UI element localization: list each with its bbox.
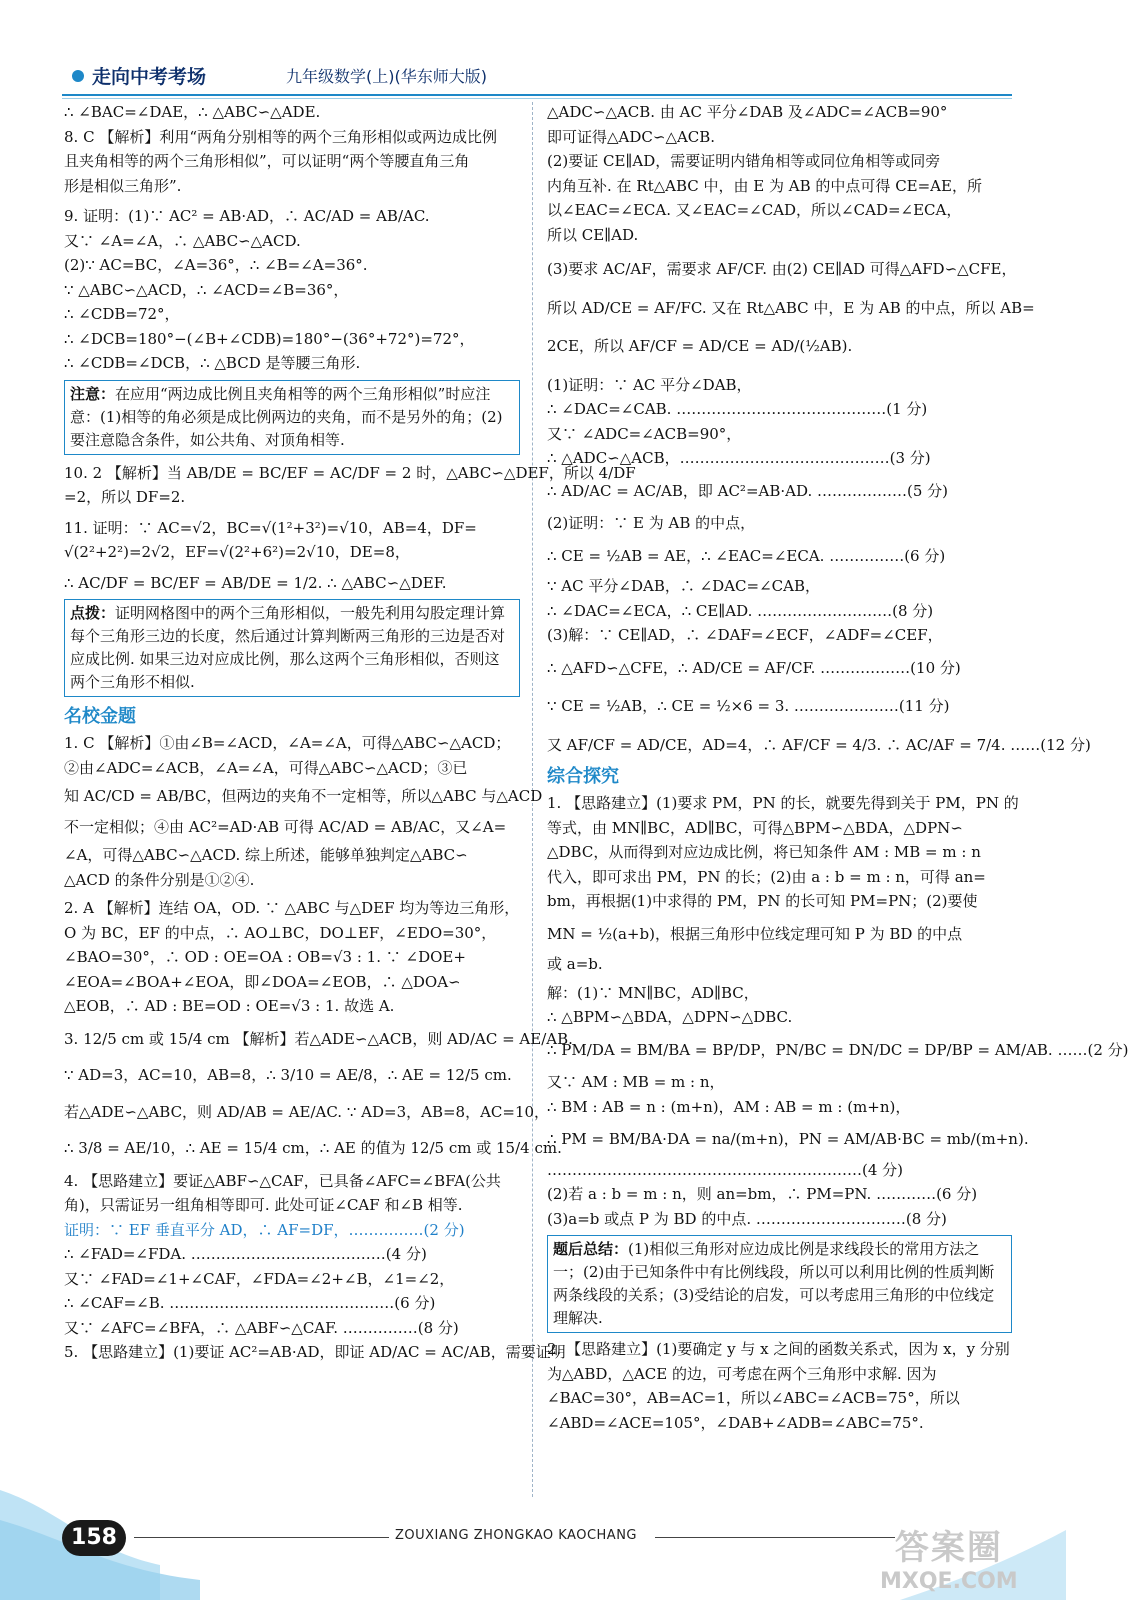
note-label: 题后总结： xyxy=(553,1240,629,1258)
text-line: ∵ CE = ½AB，∴ CE = ½×6 = 3. …………………(11 分) xyxy=(547,697,950,715)
book-title: 走向中考考场 xyxy=(92,66,207,88)
text-line: ∴ AC/DF = BC/EF = AB/DE = 1/2. ∴ △ABC∽△DEF. xyxy=(64,573,447,592)
text-line: 证明：∵ EF 垂直平分 AD，∴ AF=DF，……………(2 分) xyxy=(64,1220,465,1239)
text-line: 又∵ AM : MB = m : n， xyxy=(547,1073,725,1091)
text-line: 又∵ ∠FAD=∠1+∠CAF，∠FDA=∠2+∠B，∠1=∠2， xyxy=(64,1269,455,1288)
text-line: 9. 证明：(1)∵ AC² = AB·AD，∴ AC/AD = AB/AC. xyxy=(64,207,430,225)
text-line: 等式，由 MN∥BC，AD∥BC，可得△BPM∽△BDA，△DPN∽ xyxy=(547,818,963,837)
text-line: ∴ 3/8 = AE/10，∴ AE = 15/4 cm，∴ AE 的值为 12/5 cm 或 15/4 cm. xyxy=(64,1139,562,1157)
note-box-summary xyxy=(547,1235,1012,1333)
text-line: 1. C 【解析】①由∠B=∠ACD，∠A=∠A，可得△ABC∽△ACD； xyxy=(64,734,511,752)
section-title-zonghe: 综合探究 xyxy=(547,766,619,787)
text-line: ∴ ∠DAC=∠ECA，∴ CE∥AD. ………………………(8 分) xyxy=(547,601,934,620)
text-line: 又∵ ∠A=∠A，∴ △ABC∽△ACD. xyxy=(64,231,301,250)
text-line: (2)证明：∵ E 为 AB 的中点， xyxy=(547,514,756,532)
text-line: ∴ △BPM∽△BDA，△DPN∽△DBC. xyxy=(547,1008,793,1026)
text-line: 角)，只需证另一组角相等即可. 此处可证∠CAF 和∠B 相等. xyxy=(64,1196,463,1214)
text-line: ∴ ∠CAF=∠B. ………………………………………(6 分) xyxy=(64,1294,436,1312)
text-line: 10. 2 【解析】当 AB/DE = BC/EF = AC/DF = 2 时，△ABC∽△DEF，所以 4/DF xyxy=(64,463,636,482)
text-line: 2CE，所以 AF/CF = AD/CE = AD/(½AB). xyxy=(547,337,853,355)
right-column xyxy=(547,100,1128,1435)
text-line: √(2²+2²)=2√2，EF=√(2²+6²)=2√10，DE=8， xyxy=(64,543,410,561)
text-line: 3. 12/5 cm 或 15/4 cm 【解析】若△ADE∽△ACB，则 AD/AC = AE/AB. xyxy=(64,1029,573,1048)
text-line: △ACD 的条件分别是①②④. xyxy=(64,870,255,889)
text-line: ∠EOA=∠BOA+∠EOA，即∠DOA=∠EOB，∴ △DOA∽ xyxy=(64,972,461,991)
text-line: (3)a=b 或点 P 为 BD 的中点. …………………………(8 分) xyxy=(547,1209,947,1228)
text-line: =2，所以 DF=2. xyxy=(64,488,186,506)
text-line: (2)若 a : b = m : n，则 an=bm，∴ PM=PN. …………(6 分) xyxy=(547,1185,978,1203)
text-line: ∵ AD=3，AC=10，AB=8，∴ 3/10 = AE/8，∴ AE = 12/5 cm. xyxy=(64,1066,512,1084)
header-rule-thin xyxy=(62,98,1012,99)
note-label: 注意： xyxy=(70,384,116,403)
text-line: 不一定相似；④由 AC²=AD·AB 可得 AC/AD = AB/AC，又∠A= xyxy=(64,817,507,836)
text-line: ②由∠ADC=∠ACB，∠A=∠A，可得△ABC∽△ACD；③已 xyxy=(64,758,468,777)
text-line: 2. 【思路建立】(1)要确定 y 与 x 之间的函数关系式，因为 x，y 分别 xyxy=(547,1340,1010,1358)
text-line: ∴ AD/AC = AC/AB，即 AC²=AB·AD. ………………(5 分) xyxy=(547,481,949,500)
text-line: ∴ PM/DA = BM/BA = BP/DP，PN/BC = DN/DC = DP/BP = AM/AB. ……(2 分) xyxy=(547,1040,1128,1059)
text-line: (3)解：∵ CE∥AD，∴ ∠DAF=∠ECF，∠ADF=∠CEF， xyxy=(547,626,943,644)
page-number: 158 xyxy=(62,1520,126,1556)
text-line: ∴ PM = BM/BA·DA = na/(m+n)，PN = AM/AB·BC = mb/(m+n). xyxy=(547,1130,1029,1148)
text-line: 为△ABD，△ACE 的边，可考虑在两个三角形中求解. 因为 xyxy=(547,1364,937,1383)
text-line: 即可证得△ADC∽△ACB. xyxy=(547,127,716,146)
text-line: ∴ BM : AB = n : (m+n)，AM : AB = m : (m+n)， xyxy=(547,1097,911,1116)
text-line: 又∵ ∠AFC=∠BFA，∴ △ABF∽△CAF. ……………(8 分) xyxy=(64,1318,459,1337)
footer-rule-right xyxy=(655,1537,895,1538)
watermark-bottom: MXQE.COM xyxy=(880,1569,1018,1594)
text-line: ∴ ∠DAC=∠CAB. ……………………………………(1 分) xyxy=(547,400,928,418)
text-line: 且夹角相等的两个三角形相似”，可以证明“两个等腰直角三角 xyxy=(64,152,470,170)
text-line: ∠BAC=30°，AB=AC=1，所以∠ABC=∠ACB=75°，所以 xyxy=(547,1389,960,1407)
footer-rule-left xyxy=(134,1537,389,1538)
text-line: 又∵ ∠ADC=∠ACB=90°， xyxy=(547,424,742,443)
text-line: 代入，即可求出 PM，PN 的长；(2)由 a : b = m : n，可得 an= xyxy=(547,867,986,886)
text-line: ∴ △AFD∽△CFE，∴ AD/CE = AF/CF. ………………(10 分) xyxy=(547,658,961,677)
text-line: △ADC∽△ACB. 由 AC 平分∠DAB 及∠ADC=∠ACB=90° xyxy=(547,103,948,121)
text-line: (2)∵ AC=BC，∠A=36°，∴ ∠B=∠A=36°. xyxy=(64,256,368,274)
text-line: ∠BAO=30°，∴ OD : OE=OA : OB=√3 : 1. ∵ ∠DOE+ xyxy=(64,948,466,966)
section-title-mingxiao: 名校金题 xyxy=(64,706,136,727)
text-line: ∴ △ADC∽△ACB，……………………………………(3 分) xyxy=(547,449,931,467)
text-line: ∴ ∠DCB=180°−(∠B+∠CDB)=180°−(36°+72°)=72°， xyxy=(64,329,475,348)
text-line: 1. 【思路建立】(1)要求 PM，PN 的长，就要先得到关于 PM，PN 的 xyxy=(547,794,1019,812)
text-line: ∴ ∠CDB=72°， xyxy=(64,305,180,323)
text-line: ∴ CE = ½AB = AE，∴ ∠EAC=∠ECA. ……………(6 分) xyxy=(547,546,946,565)
text-line: 8. C 【解析】利用“两角分别相等的两个三角形相似或两边成比例 xyxy=(64,127,497,146)
text-line: 11. 证明：∵ AC=√2，BC=√(1²+3²)=√10，AB=4，DF= xyxy=(64,518,477,537)
text-line: 内角互补. 在 Rt△ABC 中，由 E 为 AB 的中点可得 CE=AE，所 xyxy=(547,176,982,195)
text-line: bm，再根据(1)中求得的 PM，PN 的长可知 PM=PN；(2)要使 xyxy=(547,892,978,910)
text-line: 所以 AD/CE = AF/FC. 又在 Rt△ABC 中，E 为 AB 的中点，所以 AB= xyxy=(547,298,1035,317)
header-bullet-icon xyxy=(72,70,84,82)
text-line: 或 a=b. xyxy=(547,955,603,973)
text-line: △DBC，从而得到对应边成比例，将已知条件 AM : MB = m : n xyxy=(547,843,981,861)
text-line: MN = ½(a+b)，根据三角形中位线定理可知 P 为 BD 的中点 xyxy=(547,924,963,943)
note-text: 在应用“两边成比例且夹角相等的两个三角形相似”时应注意：(1)相等的角必须是成比例两边的夹角，而不是另外的角；(2)要注意隐含条件，如公共角、对顶角相等. xyxy=(70,384,503,449)
header-rule xyxy=(62,94,1012,96)
watermark-top: 答案圈 xyxy=(894,1528,1003,1568)
text-line: ∵ △ABC∽△ACD，∴ ∠ACD=∠B=36°， xyxy=(64,280,349,299)
text-line: ∴ ∠CDB=∠DCB，∴ △BCD 是等腰三角形. xyxy=(64,354,361,372)
text-line: ∠A，可得△ABC∽△ACD. 综上所述，能够单独判定△ABC∽ xyxy=(64,846,468,864)
note-text: 证明网格图中的两个三角形相似，一般先利用勾股定理计算每个三角形三边的长度，然后通过计算判断两三角形的三边是否对应成比例. 如果三边对应成比例，那么这两个三角形相似，否则这两个三角形不相似. xyxy=(70,604,506,691)
note-box-tip xyxy=(64,599,520,697)
text-line: 4. 【思路建立】要证△ABF∽△CAF，已具备∠AFC=∠BFA(公共 xyxy=(64,1171,501,1190)
text-line: 形是相似三角形”. xyxy=(64,176,182,195)
text-line: △EOB，∴ AD : BE=OD : OE=√3 : 1. 故选 A. xyxy=(64,997,395,1015)
text-line: (2)要证 CE∥AD，需要证明内错角相等或同位角相等或同旁 xyxy=(547,152,941,170)
note-box-attention xyxy=(64,380,520,455)
watermark xyxy=(880,1520,1018,1594)
text-line: ∴ ∠FAD=∠FDA. …………………………………(4 分) xyxy=(64,1245,427,1263)
text-line: ………………………………………………………(4 分) xyxy=(547,1160,904,1179)
text-line: (3)要求 AC/AF，需要求 AF/CF. 由(2) CE∥AD 可得△AFD∽△CFE， xyxy=(547,260,1017,278)
text-line: 若△ADE∽△ABC，则 AD/AB = AE/AC. ∵ AD=3，AB=8，AC=10， xyxy=(64,1102,550,1121)
text-line: 知 AC/CD = AB/BC，但两边的夹角不一定相等，所以△ABC 与△ACD xyxy=(64,787,543,805)
text-line: 解：(1)∵ MN∥BC，AD∥BC， xyxy=(547,983,759,1002)
text-line: 2. A 【解析】连结 OA，OD. ∵ △ABC 与△DEF 均为等边三角形， xyxy=(64,899,520,917)
text-line: (1)证明：∵ AC 平分∠DAB， xyxy=(547,375,752,394)
book-subtitle: 九年级数学(上)(华东师大版) xyxy=(286,67,487,86)
text-line: 以∠EAC=∠ECA. 又∠EAC=∠CAD，所以∠CAD=∠ECA， xyxy=(547,201,962,219)
text-line: ∵ AC 平分∠DAB，∴ ∠DAC=∠CAB， xyxy=(547,577,820,595)
page-header xyxy=(62,62,1012,90)
running-title: ZOUXIANG ZHONGKAO KAOCHANG xyxy=(395,1528,637,1543)
text-line: 5. 【思路建立】(1)要证 AC²=AB·AD，即证 AD/AC = AC/AB，需要证明 xyxy=(64,1343,566,1361)
text-line: O 为 BC，EF 的中点，∴ AO⊥BC，DO⊥EF，∠EDO=30°， xyxy=(64,923,497,942)
text-line: ∴ ∠BAC=∠DAE，∴ △ABC∽△ADE. xyxy=(64,103,321,121)
text-line: 又 AF/CF = AD/CE，AD=4，∴ AF/CF = 4/3. ∴ AC/AF = 7/4. ……(12 分) xyxy=(547,735,1091,754)
text-line: ∠ABD=∠ACE=105°，∠DAB+∠ADB=∠ABC=75°. xyxy=(547,1413,924,1432)
text-line: 所以 CE∥AD. xyxy=(547,225,639,244)
note-text: (1)相似三角形对应边成比例是求线段长的常用方法之一；(2)由于已知条件中有比例线段，所以可以利用比例的性质判断两条线段的关系；(3)受结论的启发，可以考虑用三角形的中位线定理解决. xyxy=(553,1240,995,1327)
note-label: 点拨： xyxy=(70,604,116,622)
